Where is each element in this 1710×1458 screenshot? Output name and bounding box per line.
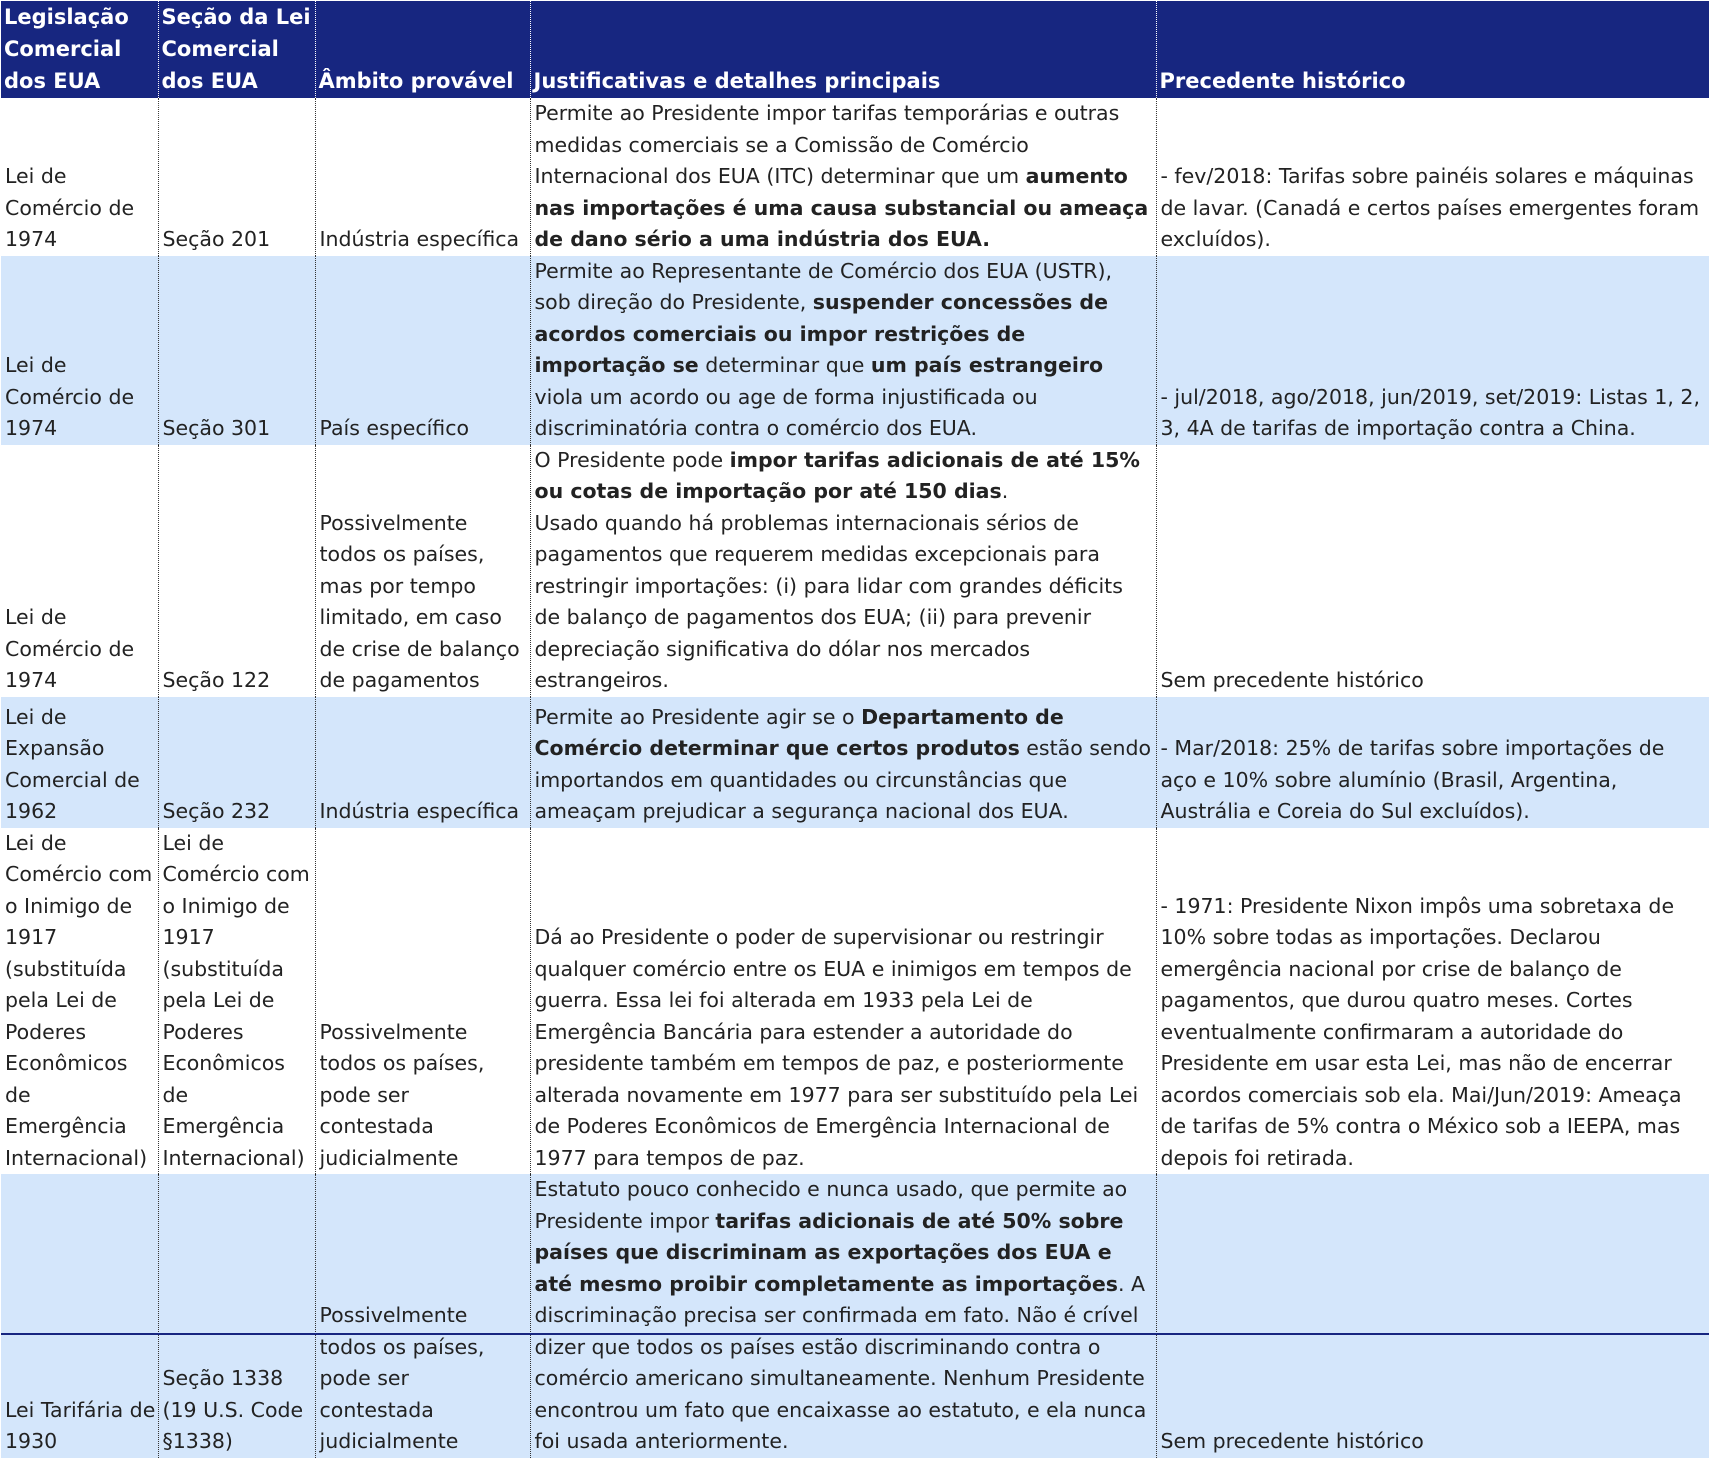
cell-scope: Indústria específica xyxy=(315,697,530,828)
cell-section: Lei de Comércio com o Inimigo de 1917 (substituída pela Lei de Poderes Econômicos de Emergência Internacional) xyxy=(158,828,315,1175)
bold-text-run: suspender concessões de acordos comerciais ou impor restrições de importação se xyxy=(534,290,1108,377)
cell-law: Lei de Comércio com o Inimigo de 1917 (substituída pela Lei de Poderes Econômicos de Emergência Internacional) xyxy=(1,828,158,1175)
cell-precedent: - fev/2018: Tarifas sobre painéis solares e máquinas de lavar. (Canadá e certos países emergentes foram excluídos). xyxy=(1156,98,1709,256)
cell-details xyxy=(530,445,1156,697)
table-row xyxy=(1,256,1709,445)
trade-law-table xyxy=(1,1,1709,1458)
cell-precedent: - jul/2018, ago/2018, jun/2019, set/2019: Listas 1, 2, 3, 4A de tarifas de importação contra a China. xyxy=(1156,256,1709,445)
cell-details xyxy=(530,697,1156,828)
text-run: O Presidente pode xyxy=(534,447,730,472)
cell-law: Lei de Comércio de 1974 xyxy=(1,445,158,697)
text-run: Permite ao Presidente impor tarifas temporárias e outras medidas comerciais se a Comissão de Comércio Internacional dos EUA (ITC) determinar que um xyxy=(534,101,1120,188)
text-run: . xyxy=(1001,479,1009,503)
cell-section: Seção 201 xyxy=(158,98,315,256)
cell-section: Seção 301 xyxy=(158,256,315,445)
header-law: Legislação Comercial dos EUA xyxy=(1,1,158,98)
cell-law: Lei de Comércio de 1974 xyxy=(1,98,158,256)
bold-text-run: tarifas adicionais de até 50% sobre países que discriminam as exportações dos EUA e até mesmo proibir completamente as importações xyxy=(534,1208,1124,1296)
header-details: Justificativas e detalhes principais xyxy=(530,1,1156,98)
cell-details xyxy=(530,98,1156,256)
text-run: Permite ao Presidente agir se o xyxy=(534,704,862,729)
text-run: Estatuto pouco conhecido e nunca usado, que permite ao Presidente impor xyxy=(534,1177,1128,1233)
text-run: viola um acordo ou age de forma injustificada ou discriminatória contra o comércio dos EUA. xyxy=(534,384,1038,440)
text-run: Usado quando há problemas internacionais sérios de pagamentos que requerem medidas excepcionais para restringir importações: (i) para lidar com grandes déficits de balanço de pagamentos dos EUA; (ii) para prevenir depreciação significativa do dólar nos mercados estrangeiros. xyxy=(534,510,1123,692)
cell-section: Seção 122 xyxy=(158,445,315,697)
cell-precedent: Sem precedente histórico xyxy=(1156,1174,1709,1458)
table-row xyxy=(1,1174,1709,1458)
cell-law: Lei de Comércio de 1974 xyxy=(1,256,158,445)
cell-scope: Possivelmente todos os países, pode ser contestada judicialmente xyxy=(315,828,530,1175)
header-precedent: Precedente histórico xyxy=(1156,1,1709,98)
header-section: Seção da Lei Comercial dos EUA xyxy=(158,1,315,98)
bold-text-run: impor tarifas adicionais de até 15% ou cotas de importação por até 150 dias xyxy=(534,447,1140,503)
cell-scope: Possivelmente todos os países, pode ser contestada judicialmente xyxy=(315,1174,530,1458)
cell-precedent: Sem precedente histórico xyxy=(1156,445,1709,697)
table-row xyxy=(1,828,1709,1175)
cell-precedent: - Mar/2018: 25% de tarifas sobre importações de aço e 10% sobre alumínio (Brasil, Argentina, Austrália e Coreia do Sul excluídos). xyxy=(1156,697,1709,828)
cell-section: Seção 1338 (19 U.S. Code §1338) xyxy=(158,1174,315,1458)
table-row xyxy=(1,445,1709,697)
text-run: estão sendo importandos em quantidades ou circunstâncias que ameaçam prejudicar a segurança nacional dos EUA. xyxy=(534,736,1152,823)
bold-text-run: um país estrangeiro xyxy=(870,353,1104,377)
cell-scope: País específico xyxy=(315,256,530,445)
cell-scope: Indústria específica xyxy=(315,98,530,256)
text-run: Permite ao Representante de Comércio dos EUA (USTR), sob direção do Presidente, xyxy=(534,258,1112,314)
cell-scope: Possivelmente todos os países, mas por tempo limitado, em caso de crise de balanço de pagamentos xyxy=(315,445,530,697)
table-row xyxy=(1,697,1709,828)
table-row xyxy=(1,98,1709,256)
cell-section: Seção 232 xyxy=(158,697,315,828)
bold-text-run: aumento nas importações é uma causa substancial ou ameaça de dano sério a uma indústria dos EUA. xyxy=(534,164,1149,251)
cell-details xyxy=(530,828,1156,1175)
header-scope: Âmbito provável xyxy=(315,1,530,98)
cell-details xyxy=(530,1174,1156,1458)
table-bottom-border xyxy=(1,1333,1709,1335)
header-row xyxy=(1,1,1709,98)
bold-text-run: Departamento de Comércio determinar que certos produtos xyxy=(534,704,1064,760)
cell-precedent: - 1971: Presidente Nixon impôs uma sobretaxa de 10% sobre todas as importações. Declarou emergência nacional por crise de balanço de pagamentos, que durou quatro meses. Cortes eventualmente confirmaram a autoridade do Presidente em usar esta Lei, mas não de encerrar acordos comerciais sob ela. Mai/Jun/2019: Ameaça de tarifas de 5% contra o México sob a IEEPA, mas depois foi retirada. xyxy=(1156,828,1709,1175)
text-run: . A discriminação precisa ser confirmada em fato. Não é crível dizer que todos os países estão discriminando contra o comércio americano simultaneamente. Nenhum Presidente encontrou um fato que encaixasse ao estatuto, e ela nunca foi usada anteriormente. xyxy=(534,1271,1147,1453)
cell-details xyxy=(530,256,1156,445)
cell-law: Lei Tarifária de 1930 xyxy=(1,1174,158,1458)
cell-law: Lei de Expansão Comercial de 1962 xyxy=(1,697,158,828)
text-run: Dá ao Presidente o poder de supervisionar ou restringir qualquer comércio entre os EUA e inimigos em tempos de guerra. Essa lei foi alterada em 1933 pela Lei de Emergência Bancária para estender a autoridade do presidente também em tempos de paz, e posteriormente alterada novamente em 1977 para ser substituído pela Lei de Poderes Econômicos de Emergência Internacional de 1977 para tempos de paz. xyxy=(534,925,1139,1170)
text-run: determinar que xyxy=(698,353,871,377)
